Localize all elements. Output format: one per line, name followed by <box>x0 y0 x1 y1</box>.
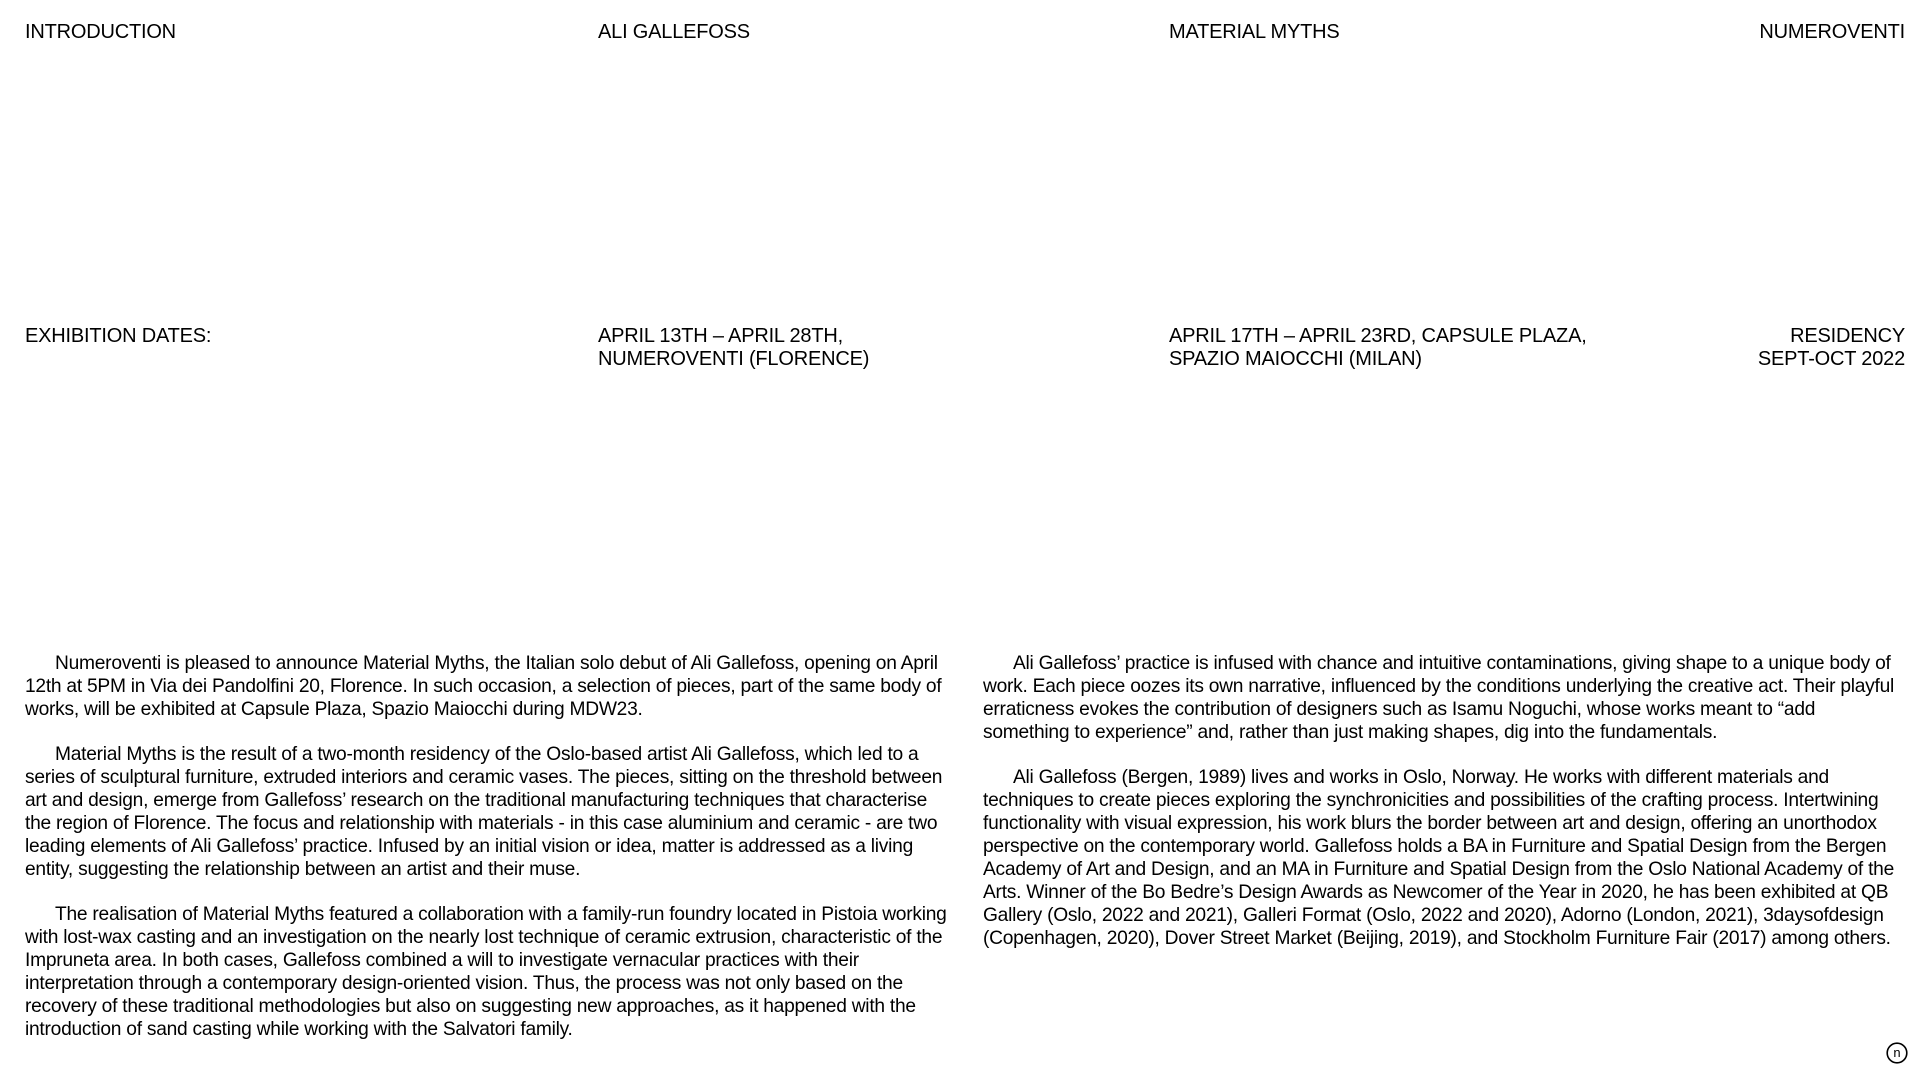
milan-dates-line: SPAZIO MAIOCCHI (MILAN) <box>1169 348 1422 370</box>
paragraph: Numeroventi is pleased to announce Material Myths, the Italian solo debut of Ali Gallefoss, opening on April 12th at 5PM in Via dei Pandolfini 20, Florence. In such occasion, a selection of pieces, part of the same body of works, will be exhibited at Capsule Plaza, Spazio Maiocchi during MDW23. <box>25 653 942 720</box>
paragraph: Ali Gallefoss’ practice is infused with chance and intuitive contaminations, giving shape to a unique body of work. Each piece oozes its own narrative, influenced by the conditions underlying the creative act. Their playful erraticness evokes the contribution of designers such as Isamu Noguchi, whose works meant to “add something to experience” and, rather than just making shapes, dig into the fundamentals. <box>983 653 1895 743</box>
intro-text-left <box>25 652 950 1041</box>
residency-dates-line: RESIDENCY <box>1790 325 1905 347</box>
nav-exhibition[interactable]: MATERIAL MYTHS <box>1169 21 1340 43</box>
paragraph: The realisation of Material Myths featured a collaboration with a family-run foundry located in Pistoia working with lost-wax casting and an investigation on the nearly lost technique of ceramic extrusion, characteristic of the Impruneta area. In both cases, Gallefoss combined a will to investigate vernacular practices with their interpretation through a contemporary design-oriented vision. Thus, the process was not only based on the recovery of these traditional methodologies but also on suggesting new approaches, as it happened with the introduction of sand casting while working with the Salvatori family. <box>25 904 947 1040</box>
exhibition-dates-label: EXHIBITION DATES: <box>25 325 212 347</box>
residency-dates <box>1758 325 1905 371</box>
florence-dates <box>598 325 869 371</box>
florence-dates-line: NUMEROVENTI (FLORENCE) <box>598 348 870 370</box>
residency-dates-line: SEPT-OCT 2022 <box>1757 348 1905 370</box>
florence-dates-line: APRIL 13TH – APRIL 28TH, <box>598 325 843 347</box>
milan-dates <box>1169 325 1587 371</box>
nav-gallery[interactable]: NUMEROVENTI <box>1759 21 1905 43</box>
nav-introduction[interactable]: INTRODUCTION <box>25 21 176 43</box>
intro-text-right <box>983 652 1903 950</box>
milan-dates-line: APRIL 17TH – APRIL 23RD, CAPSULE PLAZA, <box>1169 325 1587 347</box>
nav-artist[interactable]: ALI GALLEFOSS <box>598 21 750 43</box>
logo-letter: n <box>1893 1045 1901 1061</box>
paragraph: Material Myths is the result of a two-month residency of the Oslo-based artist Ali Gallefoss, which led to a series of sculptural furniture, extruded interiors and ceramic vases. The pieces, sitting on the threshold between art and design, emerge from Gallefoss’ research on the traditional manufacturing techniques that characterise the region of Florence. The focus and relationship with materials - in this case aluminium and ceramic - are two leading elements of Ali Gallefoss’ practice. Infused by an initial vision or idea, matter is addressed as a living entity, suggesting the relationship between an artist and their muse. <box>25 744 943 880</box>
paragraph: Ali Gallefoss (Bergen, 1989) lives and works in Oslo, Norway. He works with different materials and techniques to create pieces exploring the synchronicities and possibilities of the crafting process. Intertwining functionality with visual expression, his work blurs the border between art and design, offering an unorthodox perspective on the contemporary world. Gallefoss holds a BA in Furniture and Spatial Design from the Bergen Academy of Art and Design, and an MA in Furniture and Spatial Design from the Oslo National Academy of the Arts. Winner of the Bo Bedre’s Design Awards as Newcomer of the Year in 2020, he has been exhibited at QB Gallery (Oslo, 2022 and 2021), Galleri Format (Oslo, 2022 and 2020), Adorno (London, 2021), 3daysofdesign (Copenhagen, 2020), Dover Street Market (Beijing, 2019), and Stockholm Furniture Fair (2017) among others. <box>983 767 1894 949</box>
numeroventi-logo-icon[interactable] <box>1886 1042 1908 1064</box>
